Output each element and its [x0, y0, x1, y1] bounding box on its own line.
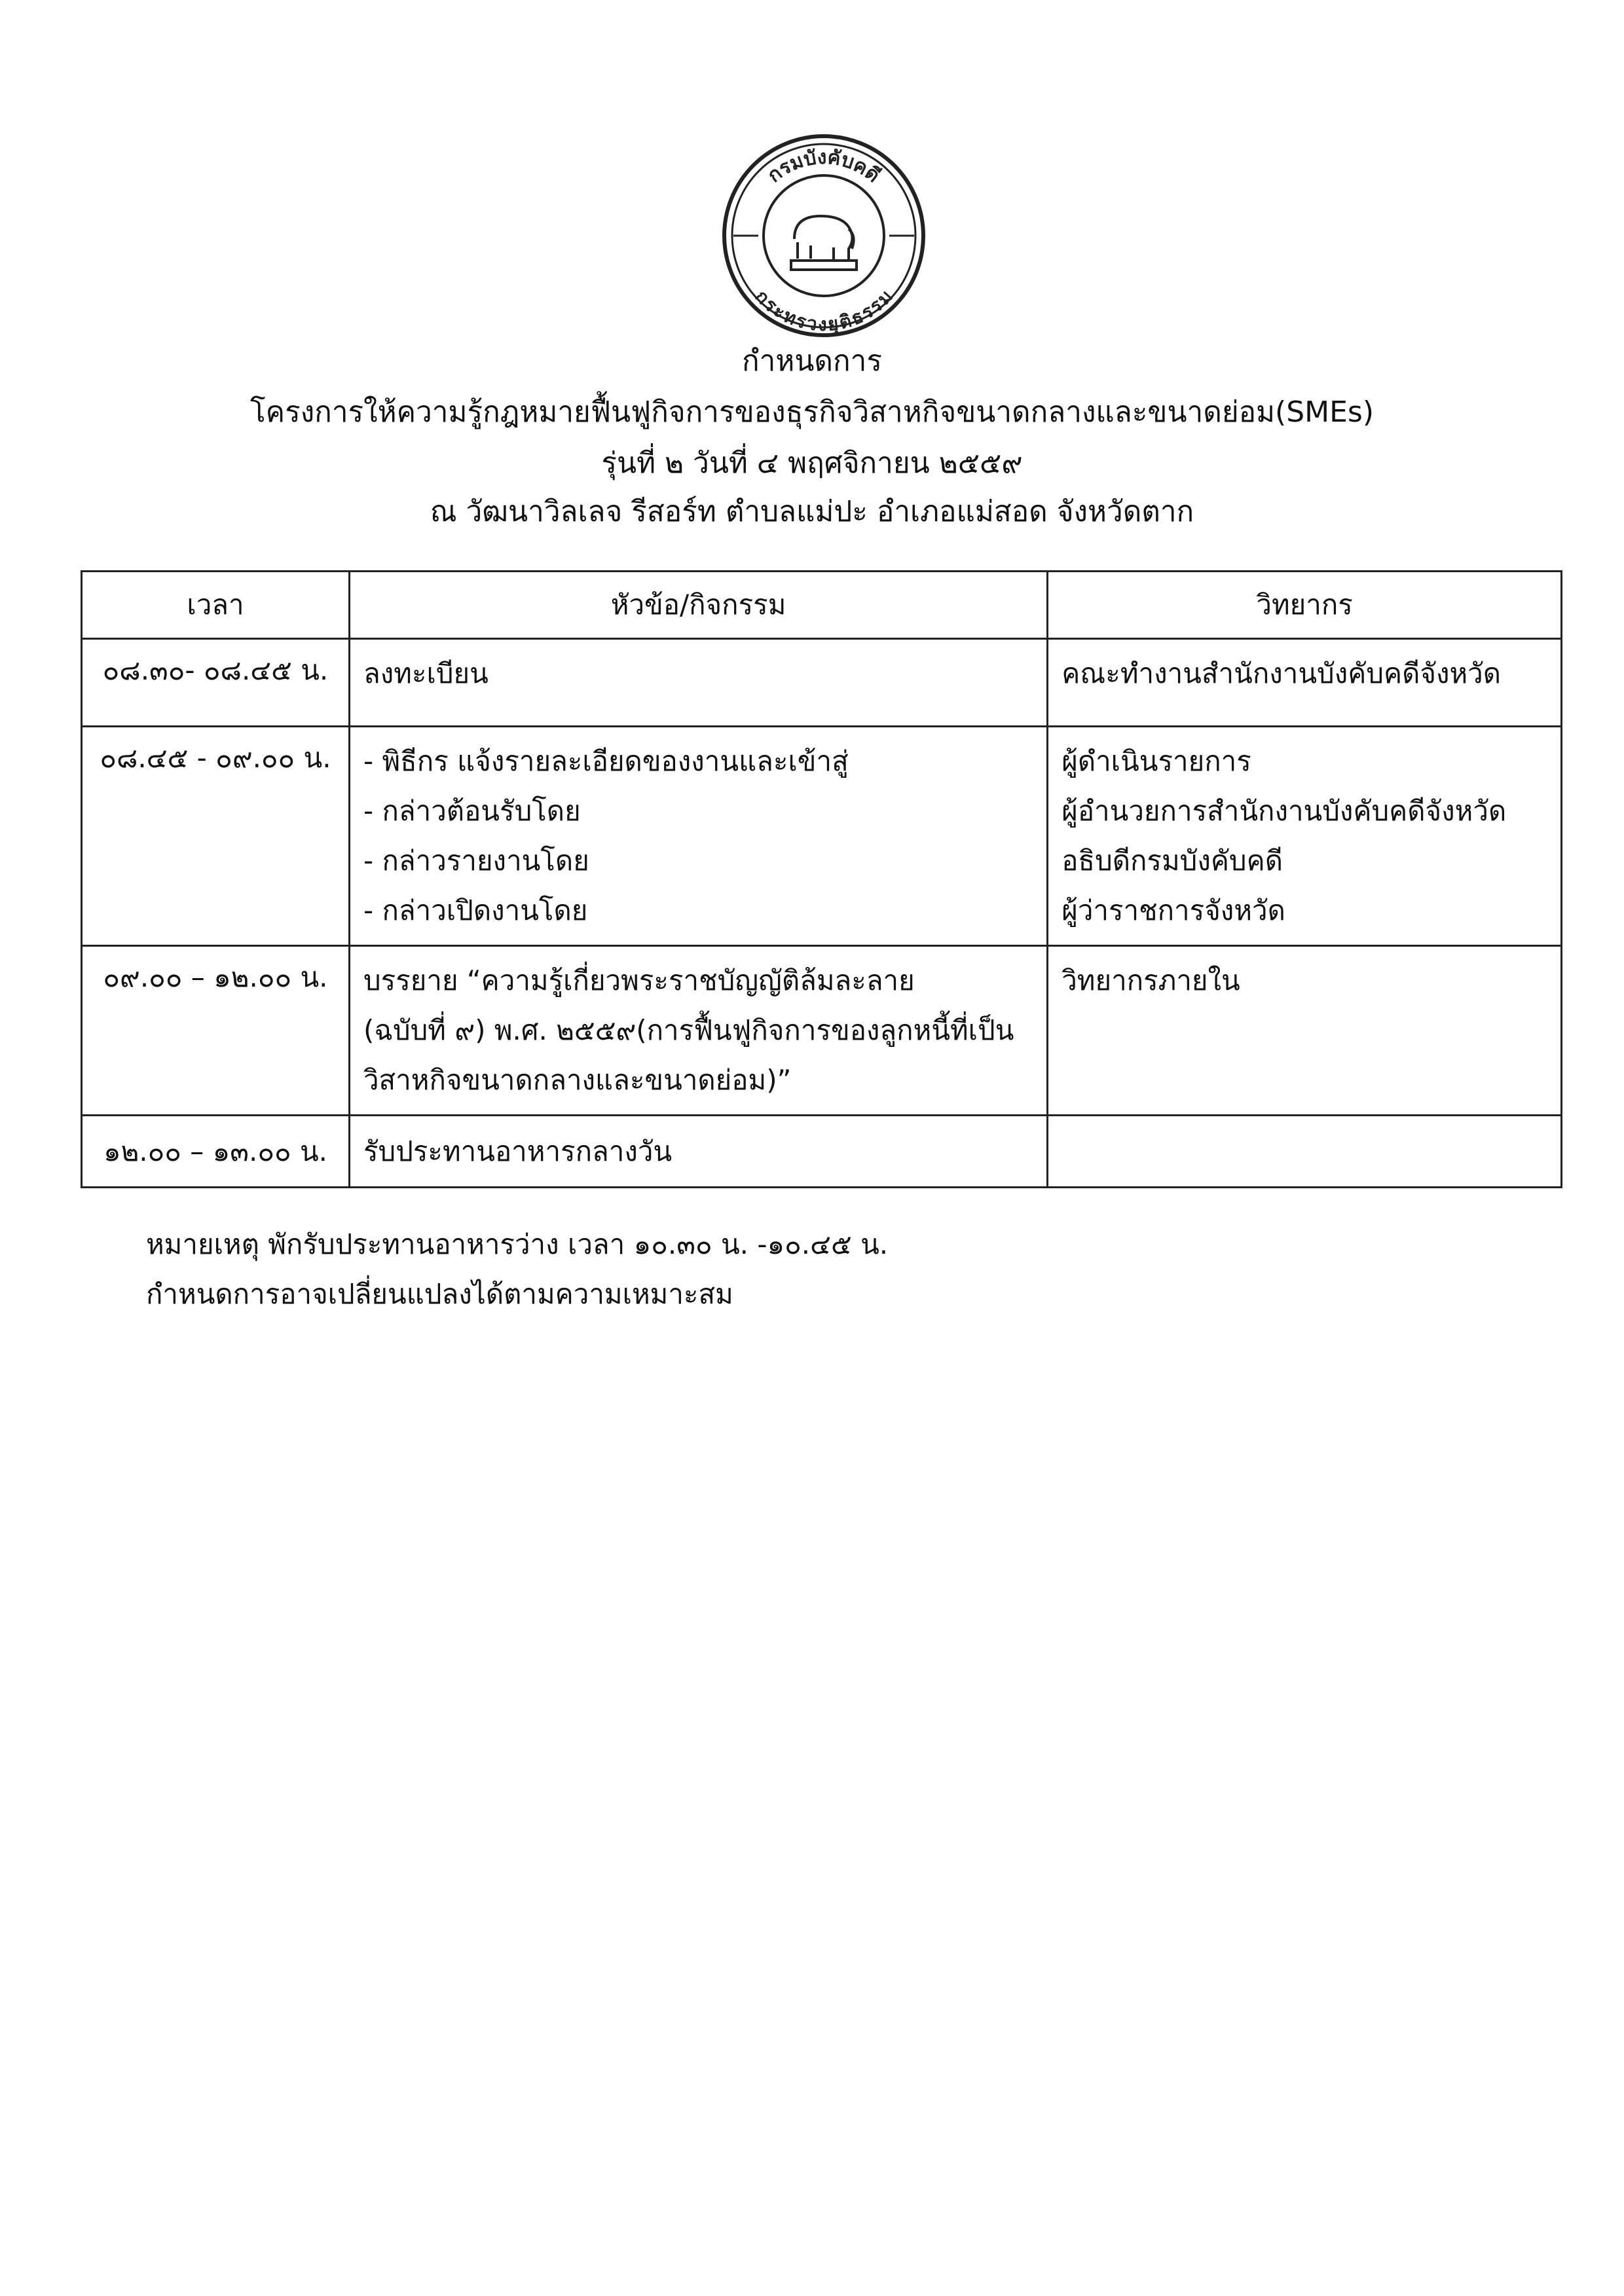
- time-cell: ๑๒.๐๐ – ๑๓.๐๐ น.: [82, 1116, 350, 1188]
- topic-line: - กล่าวรายงานโดย: [363, 845, 589, 877]
- speaker-line: ผู้อำนวยการสำนักงานบังคับคดีจังหวัด: [1061, 795, 1507, 827]
- topic-line: บรรยาย “ความรู้เกี่ยวพระราชบัญญัติล้มละลาย: [363, 964, 915, 996]
- table-row: [82, 1116, 1562, 1188]
- column-header-speaker: วิทยากร: [1048, 572, 1562, 639]
- venue: ณ วัฒนาวิลเลจ รีสอร์ท ตำบลแม่ปะ อำเภอแม่สอด จังหวัดตาก: [430, 495, 1194, 528]
- session-date: รุ่นที่ ๒ วันที่ ๔ พฤศจิกายน ๒๕๕๙: [601, 446, 1023, 480]
- schedule-table: [81, 570, 1562, 1188]
- column-header-time: เวลา: [82, 572, 350, 639]
- topic-line: (ฉบับที่ ๙) พ.ศ. ๒๕๕๙(การฟื้นฟูกิจการของลูกหนี้ที่เป็น: [363, 1014, 1014, 1046]
- time-cell: ๐๙.๐๐ – ๑๒.๐๐ น.: [82, 946, 350, 1116]
- time-cell: ๐๘.๓๐- ๐๘.๔๕ น.: [82, 639, 350, 727]
- speaker-line: ผู้ว่าราชการจังหวัด: [1061, 894, 1285, 926]
- topic-line: - กล่าวเปิดงานโดย: [363, 894, 588, 926]
- topic-cell: [349, 1116, 1047, 1188]
- elephant-icon: [791, 216, 857, 270]
- speaker-cell: [1048, 1116, 1562, 1188]
- topic-line: - พิธีกร แจ้งรายละเอียดของงานและเข้าสู่: [363, 745, 849, 777]
- speaker-cell: [1048, 727, 1562, 946]
- project-name: โครงการให้ความรู้กฎหมายฟื้นฟูกิจการของธุรกิจวิสาหกิจขนาดกลางและขนาดย่อม(SMEs): [250, 395, 1374, 429]
- topic-line: รับประทานอาหารกลางวัน: [363, 1135, 673, 1167]
- table-row: [82, 946, 1562, 1116]
- speaker-line: ผู้ดำเนินรายการ: [1061, 745, 1251, 777]
- topic-line: วิสาหกิจขนาดกลางและขนาดย่อม)”: [363, 1064, 792, 1096]
- disclaimer-note: กำหนดการอาจเปลี่ยนแปลงได้ตามความเหมาะสม: [146, 1278, 733, 1310]
- speaker-line: วิทยากรภายใน: [1061, 964, 1240, 996]
- seal-bottom-text: กระทรวงยุติธรรม: [750, 285, 897, 336]
- topic-line: ลงทะเบียน: [363, 657, 489, 689]
- table-header-row: [82, 572, 1562, 639]
- speaker-line: อธิบดีกรมบังคับคดี: [1061, 845, 1283, 877]
- document-title: กำหนดการ: [742, 344, 882, 378]
- department-seal-logo: [719, 131, 929, 340]
- column-header-topic: หัวข้อ/กิจกรรม: [349, 572, 1047, 639]
- topic-line: - กล่าวต้อนรับโดย: [363, 795, 581, 827]
- speaker-cell: [1048, 946, 1562, 1116]
- speaker-line: คณะทำงานสำนักงานบังคับคดีจังหวัด: [1061, 657, 1502, 689]
- topic-cell: [349, 946, 1047, 1116]
- topic-cell: [349, 727, 1047, 946]
- topic-cell: [349, 639, 1047, 727]
- remark-note: หมายเหตุ พักรับประทานอาหารว่าง เวลา ๑๐.๓๐ น. -๑๐.๔๕ น.: [146, 1228, 889, 1260]
- table-row: [82, 727, 1562, 946]
- seal-top-text: กรมบังคับคดี: [763, 145, 885, 188]
- time-cell: ๐๘.๔๕ - ๐๙.๐๐ น.: [82, 727, 350, 946]
- speaker-cell: [1048, 639, 1562, 727]
- table-row: [82, 639, 1562, 727]
- svg-text:กรมบังคับคดี: [763, 146, 884, 187]
